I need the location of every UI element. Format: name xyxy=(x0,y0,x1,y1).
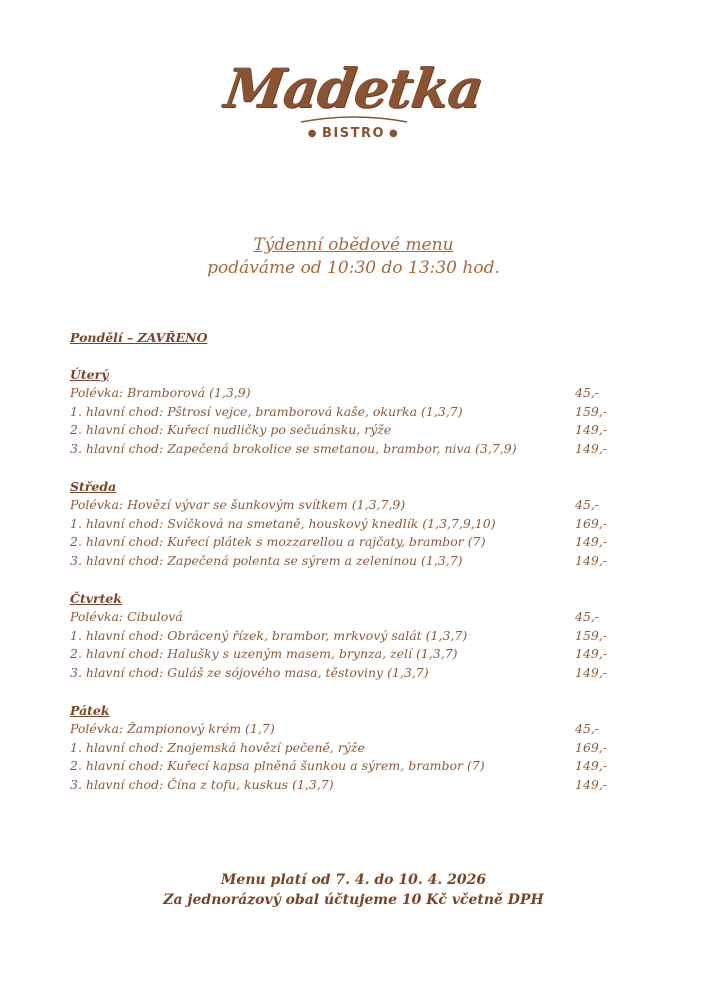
menu-row xyxy=(70,496,630,515)
day-title: Čtvrtek xyxy=(70,591,122,606)
day-title-monday: Pondělí – ZAVŘENO xyxy=(70,330,208,345)
dish-price: 149,- xyxy=(575,758,608,774)
day-section-thursday xyxy=(70,590,630,683)
dish-price: 149,- xyxy=(575,422,608,438)
dish-price: 169,- xyxy=(575,739,608,755)
dish-price: 149,- xyxy=(575,441,608,457)
dish-price: 45,- xyxy=(575,497,600,512)
dot-icon: ● xyxy=(307,128,318,139)
dish-price: 45,- xyxy=(575,385,600,400)
day-section-wednesday xyxy=(70,478,630,571)
dish-label: 2. hlavní chod: Kuřecí kapsa plněná šunkou a sýrem, brambor (7) xyxy=(70,758,485,774)
day-section-friday xyxy=(70,702,630,795)
dish-price: 149,- xyxy=(575,665,608,681)
dish-price: 149,- xyxy=(575,534,608,550)
dish-label: Polévka: Bramborová (1,3,9) xyxy=(70,385,251,400)
dish-label: 2. hlavní chod: Kuřecí plátek s mozzarellou a rajčaty, brambor (7) xyxy=(70,534,486,550)
logo xyxy=(0,58,707,141)
dish-price: 149,- xyxy=(575,646,608,662)
dish-label: 3. hlavní chod: Guláš ze sójového masa, těstoviny (1,3,7) xyxy=(70,665,429,681)
day-title: Úterý xyxy=(70,367,109,382)
menu-row xyxy=(70,608,630,627)
dish-label: 3. hlavní chod: Zapečená polenta se sýrem a zeleninou (1,3,7) xyxy=(70,553,463,569)
dish-label: 1. hlavní chod: Svíčková na smetaně, houskový knedlík (1,3,7,9,10) xyxy=(70,515,496,531)
dish-label: Polévka: Hovězí vývar se šunkovým svítkem (1,3,7,9) xyxy=(70,497,406,512)
menu-validity: Menu platí od 7. 4. do 10. 4. 2026 xyxy=(220,872,487,888)
day-section-tuesday xyxy=(70,366,630,459)
dish-label: 3. hlavní chod: Čína z tofu, kuskus (1,3,7) xyxy=(70,777,334,793)
day-title: Pátek xyxy=(70,703,110,718)
menu-row xyxy=(70,421,630,440)
dish-label: 1. hlavní chod: Obrácený řízek, brambor, mrkvový salát (1,3,7) xyxy=(70,627,468,643)
dish-price: 45,- xyxy=(575,609,600,624)
dish-label: 1. hlavní chod: Pštrosí vejce, bramborová kaše, okurka (1,3,7) xyxy=(70,403,463,419)
dish-label: 1. hlavní chod: Znojemská hovězí pečeně, rýže xyxy=(70,739,365,755)
menu-row xyxy=(70,627,630,646)
menu-row xyxy=(70,664,630,683)
packaging-note: Za jednorázový obal účtujeme 10 Kč včetně DPH xyxy=(163,892,544,908)
menu-row xyxy=(70,533,630,552)
dish-price: 45,- xyxy=(575,721,600,736)
menu-row xyxy=(70,645,630,664)
logo-wordmark: Madetka xyxy=(220,56,487,120)
menu-row xyxy=(70,384,630,403)
serving-hours: podáváme od 10:30 do 13:30 hod. xyxy=(207,258,500,278)
menu-row xyxy=(70,757,630,776)
dish-label: 3. hlavní chod: Zapečená brokolice se smetanou, brambor, niva (3,7,9) xyxy=(70,441,517,457)
menu-row xyxy=(70,720,630,739)
dish-label: 2. hlavní chod: Kuřecí nudličky po sečuánsku, rýže xyxy=(70,422,392,438)
dish-price: 159,- xyxy=(575,627,608,643)
menu-row xyxy=(70,515,630,534)
menu-row xyxy=(70,739,630,758)
dish-label: 2. hlavní chod: Halušky s uzeným masem, brynza, zelí (1,3,7) xyxy=(70,646,458,662)
menu-row xyxy=(70,403,630,422)
dish-label: Polévka: Žampionový krém (1,7) xyxy=(70,721,275,736)
dish-price: 169,- xyxy=(575,515,608,531)
dish-price: 149,- xyxy=(575,777,608,793)
dot-icon: ● xyxy=(389,128,400,139)
monday-section xyxy=(70,329,630,347)
dish-price: 149,- xyxy=(575,553,608,569)
menu-title: Týdenní obědové menu xyxy=(253,235,454,255)
menu-row xyxy=(70,776,630,795)
dish-price: 159,- xyxy=(575,403,608,419)
day-title: Středa xyxy=(70,479,117,494)
menu-row xyxy=(70,440,630,459)
dish-label: Polévka: Cibulová xyxy=(70,609,183,624)
logo-subtitle: ● BISTRO ● xyxy=(307,126,400,141)
menu-row xyxy=(70,552,630,571)
